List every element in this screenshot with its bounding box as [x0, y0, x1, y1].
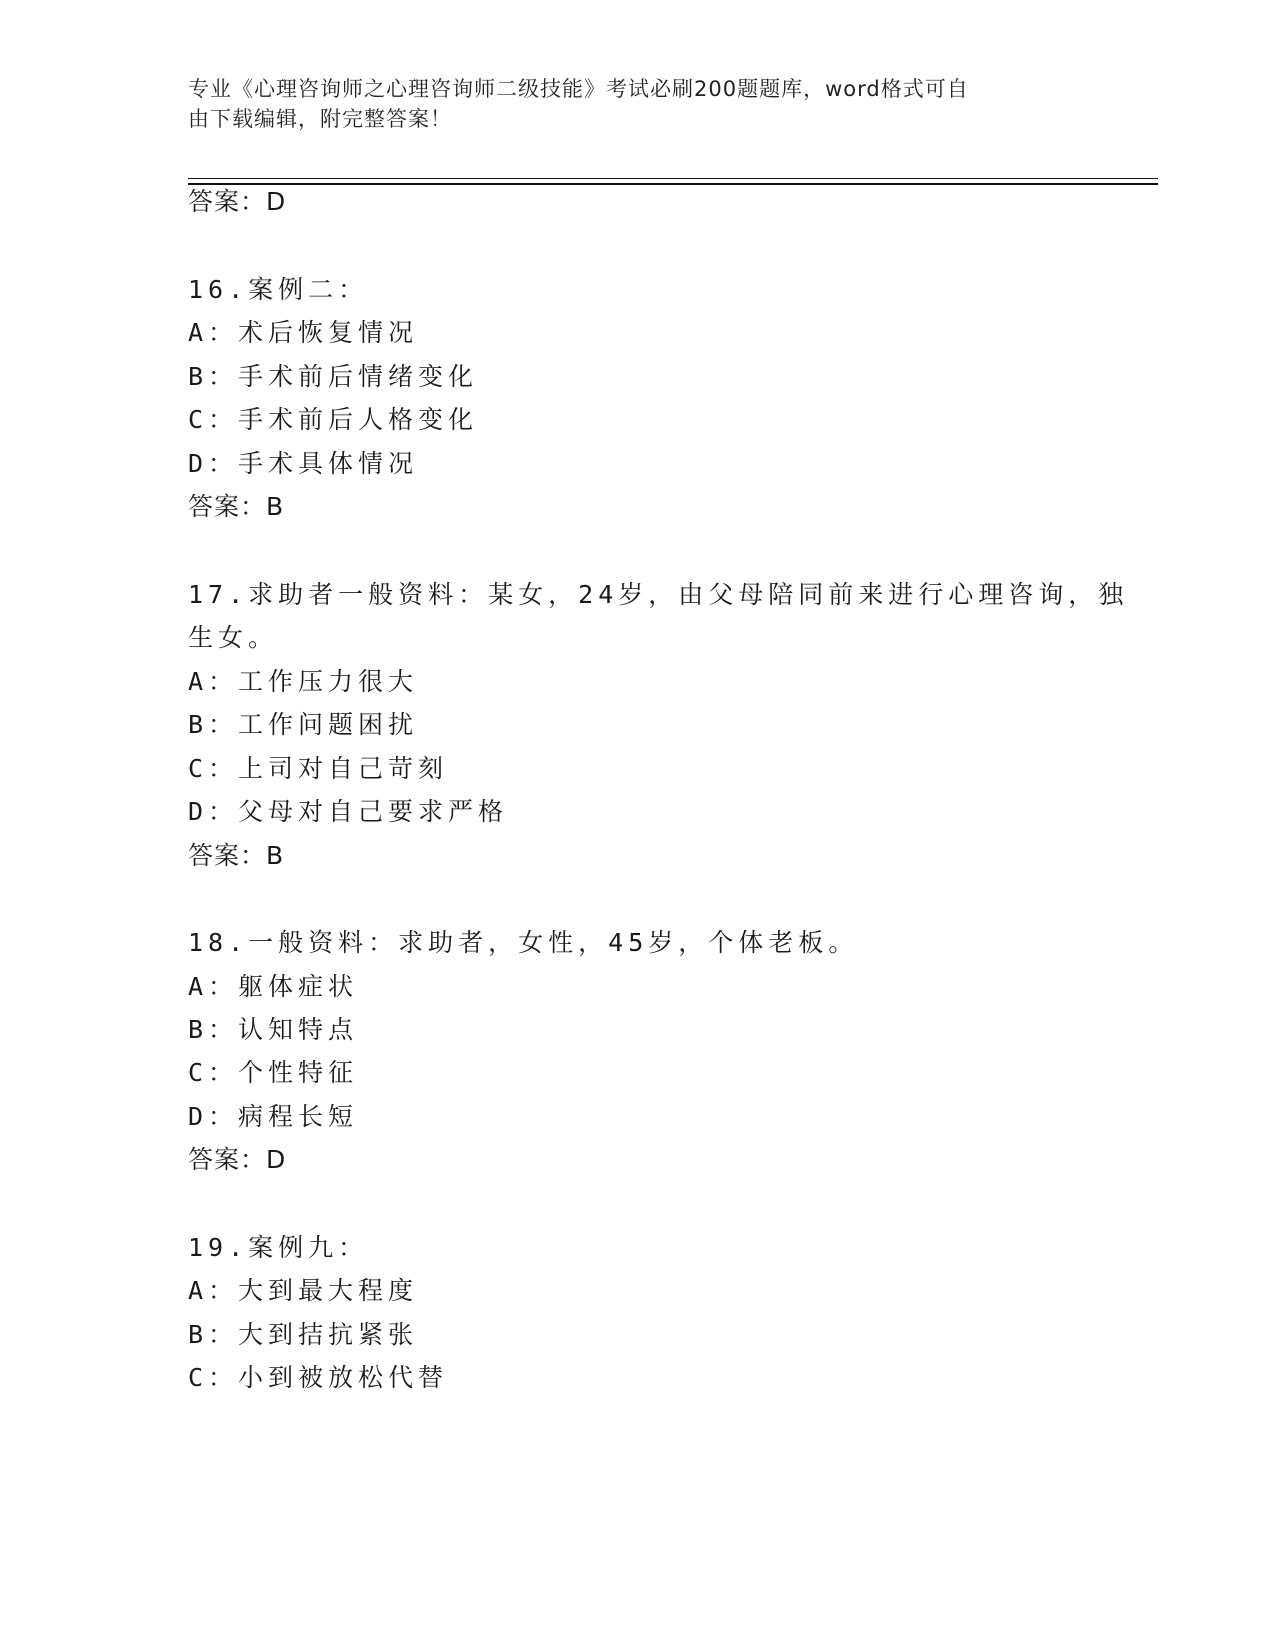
question-17-option-b: B：工作问题困扰: [188, 710, 419, 739]
header-line-1: 专业《心理咨询师之心理咨询师二级技能》考试必刷200题题库，word格式可自: [188, 77, 969, 101]
answer-16: 答案：B: [188, 492, 285, 521]
header-divider-thick: [188, 183, 1158, 185]
question-18-option-a: A：躯体症状: [188, 972, 359, 1001]
question-19-option-b: B：大到拮抗紧张: [188, 1320, 419, 1349]
question-19-option-a: A：大到最大程度: [188, 1276, 419, 1305]
question-16-option-a: A：术后恢复情况: [188, 318, 419, 347]
question-18-option-b: B：认知特点: [188, 1015, 359, 1044]
document-header: [188, 74, 1088, 134]
answer-17: 答案：B: [188, 841, 285, 870]
question-17-stem-line-2: 生女。: [188, 623, 279, 652]
question-19-option-c: C：小到被放松代替: [188, 1363, 449, 1392]
question-16-option-b: B：手术前后情绪变化: [188, 362, 479, 391]
question-18-option-c: C：个性特征: [188, 1058, 359, 1087]
question-16-stem: 16.案例二：: [188, 275, 369, 304]
header-line-2: 由下载编辑，附完整答案！: [188, 107, 452, 131]
question-18-stem: 18.一般资料：求助者，女性，45岁，个体老板。: [188, 928, 859, 957]
question-17-option-a: A：工作压力很大: [188, 667, 419, 696]
question-17-stem-line-1: 17.求助者一般资料：某女，24岁，由父母陪同前来进行心理咨询，独: [188, 580, 1129, 609]
question-17-option-d: D：父母对自己要求严格: [188, 797, 509, 826]
header-divider-thin: [188, 178, 1158, 179]
question-18-option-d: D：病程长短: [188, 1102, 359, 1131]
answer-18: 答案：D: [188, 1145, 287, 1174]
question-16-option-d: D：手术具体情况: [188, 449, 419, 478]
question-16-option-c: C：手术前后人格变化: [188, 405, 479, 434]
question-17-option-c: C：上司对自己苛刻: [188, 754, 449, 783]
answer-15: 答案：D: [188, 187, 287, 216]
question-19-stem: 19.案例九：: [188, 1233, 369, 1262]
